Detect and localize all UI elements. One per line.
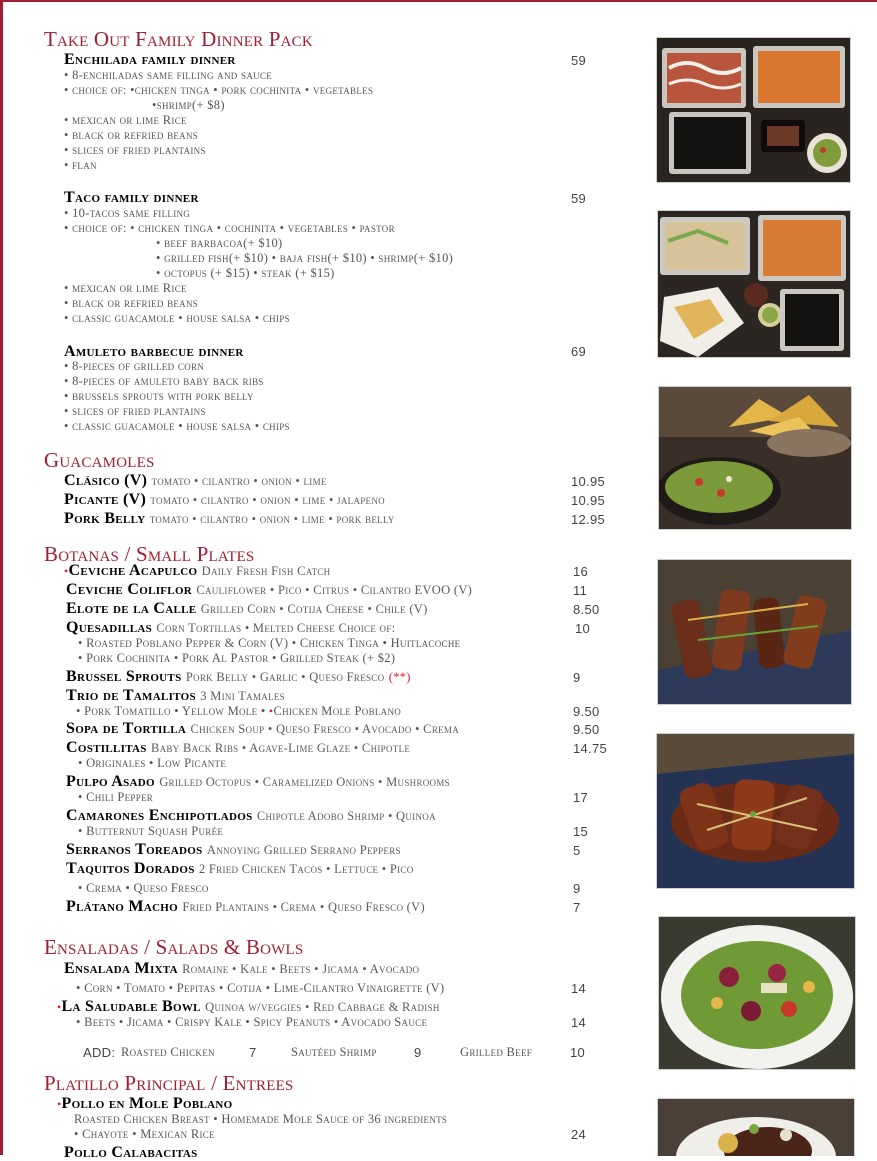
add-ons-label: ADD: (83, 1045, 116, 1060)
item-camarones (66, 807, 436, 825)
item-ensalada-mixta (64, 960, 419, 978)
add-on-name: Grilled Beef (460, 1045, 533, 1059)
item-desc: Grilled Octopus • Caramelized Onions • Mushrooms (159, 775, 450, 789)
item-elote (66, 600, 428, 618)
detail-line: • 8-enchiladas same filling and sauce (64, 68, 273, 82)
item-name: Serranos Toreados (66, 841, 203, 858)
item-desc: tomato • cilantro • onion • lime • pork belly (149, 512, 395, 526)
price-quesadillas: 10 (575, 621, 591, 636)
item-name: Costillitas (66, 739, 147, 756)
detail-line: • octopus (+ $15) • steak (+ $15) (156, 266, 335, 280)
item-name: Trio de Tamalitos (66, 687, 196, 704)
item-desc: tomato • cilantro • onion • lime (151, 474, 327, 488)
item-pulpo-asado (66, 773, 450, 791)
detail-line: • choice of: •chicken tinga • pork cochinita • vegetables (64, 83, 374, 97)
item-name: Elote de la Calle (66, 600, 197, 617)
food-illustration (659, 917, 855, 1069)
item-desc: Fried Plantains • Crema • Queso Fresco (V) (182, 900, 425, 914)
item-name: Picante (V) (64, 491, 147, 508)
detail-line: • Corn • Tomato • Pepitas • Cotija • Lime-Cilantro Vinaigrette (V) (76, 981, 445, 995)
price-elote: 8.50 (573, 602, 600, 617)
item-desc: Pork Belly • Garlic • Queso Fresco (185, 670, 385, 684)
salad-photo (658, 916, 856, 1070)
detail-line: • Crema • Queso Fresco (78, 881, 209, 895)
item-tamalitos (66, 687, 285, 705)
section-title-entrees: Platillo Principal / Entrees (44, 1071, 294, 1095)
food-illustration (659, 387, 851, 529)
add-on-name: Roasted Chicken (121, 1045, 215, 1059)
item-name: Ceviche Coliflor (66, 581, 193, 598)
item-name: Ceviche Acapulco (68, 562, 198, 579)
taco-family-photo (657, 210, 851, 358)
add-on-price: 9 (414, 1045, 422, 1060)
add-on-price: 10 (570, 1045, 586, 1060)
item-name: Sopa de Tortilla (66, 720, 187, 737)
item-name: La Saludable Bowl (61, 998, 201, 1015)
item-ceviche-acapulco (64, 562, 331, 580)
item-desc: Quinoa w/veggies • Red Cabbage & Radish (205, 1000, 440, 1014)
item-name: Pulpo Asado (66, 773, 155, 790)
item-desc: Romaine • Kale • Beets • Jicama • Avocado (182, 962, 420, 976)
detail-line: • mexican or lime Rice (64, 113, 187, 127)
food-illustration (658, 1099, 854, 1156)
detail-line: Roasted Chicken Breast • Homemade Mole Sauce of 36 ingredients (74, 1112, 448, 1126)
detail-line: • 8-pieces of amuleto baby back ribs (64, 374, 264, 388)
food-illustration (658, 211, 850, 357)
detail-line: • mexican or lime Rice (64, 281, 187, 295)
section-title-guacamoles: Guacamoles (44, 448, 155, 472)
item-name: Pork Belly (64, 510, 146, 527)
detail-line: • slices of fried plantains (64, 143, 206, 157)
item-guac-picante (64, 491, 385, 509)
add-on-name: Sautéed Shrimp (291, 1045, 377, 1059)
section-title-botanas: Botanas / Small Plates (44, 542, 255, 566)
price-saludable-bowl: 14 (571, 1015, 587, 1030)
item-quesadillas (66, 619, 395, 637)
section-title-family-pack: Take Out Family Dinner Pack (44, 27, 313, 51)
price-tamalitos: 9.50 (573, 704, 600, 719)
item-name: Clásico (V) (64, 472, 148, 489)
detail-line: • 10-tacos same filling (64, 206, 191, 220)
item-platano-macho (66, 898, 425, 916)
detail-line (76, 704, 401, 718)
item-pollo-mole (57, 1095, 232, 1113)
item-saludable-bowl (57, 998, 440, 1016)
price-brussel-sprouts: 9 (573, 670, 581, 685)
detail-line: • classic guacamole • house salsa • chips (64, 419, 290, 433)
price-ensalada-mixta: 14 (571, 981, 587, 996)
detail-line: • Chili Pepper (78, 790, 154, 804)
item-name: Camarones Enchipotlados (66, 807, 253, 824)
item-name: Brussel Sprouts (66, 668, 182, 685)
price-taquitos: 9 (573, 881, 581, 896)
detail-line: • black or refried beans (64, 128, 199, 142)
item-desc: Chipotle Adobo Shrimp • Quinoa (256, 809, 436, 823)
price-camarones: 15 (573, 824, 589, 839)
detail-line: • brussels sprouts with pork belly (64, 389, 254, 403)
item-desc: Baby Back Ribs • Agave-Lime Glaze • Chipotle (151, 741, 411, 755)
food-illustration (657, 734, 854, 888)
item-desc: Daily Fresh Fish Catch (201, 564, 331, 578)
item-desc: 3 Mini Tamales (200, 689, 285, 703)
item-taco-family (64, 189, 199, 206)
item-pollo-calabacitas (64, 1144, 198, 1161)
guacamole-chips-photo (658, 386, 852, 530)
price-taco-family: 59 (571, 191, 587, 206)
detail-line: • slices of fried plantains (64, 404, 206, 418)
item-desc: Chicken Soup • Queso Fresco • Avocado • Crema (190, 722, 460, 736)
detail-text: Chicken Mole Poblano (273, 704, 402, 718)
detail-line: • Beets • Jicama • Crispy Kale • Spicy Peanuts • Avocado Sauce (76, 1015, 428, 1029)
spicy-stars: (**) (388, 670, 411, 684)
price-enchilada-family: 59 (571, 53, 587, 68)
detail-line: • choice of: • chicken tinga • cochinita • vegetables • pastor (64, 221, 395, 235)
item-ceviche-coliflor (66, 581, 472, 599)
detail-line: • Roasted Poblano Pepper & Corn (V) • Chicken Tinga • Huitlacoche (78, 636, 461, 650)
price-ceviche-acapulco: 16 (573, 564, 589, 579)
item-name: Plátano Macho (66, 898, 179, 915)
detail-text: • Pork Tomatillo • Yellow Mole • (76, 704, 269, 718)
item-sopa-tortilla (66, 720, 459, 738)
new-marker: • (64, 564, 69, 578)
detail-line: • Chayote • Mexican Rice (74, 1127, 215, 1141)
price-ceviche-coliflor: 11 (573, 583, 588, 598)
price-serranos: 5 (573, 843, 581, 858)
detail-line: • 8-pieces of grilled corn (64, 359, 205, 373)
item-guac-clasico (64, 472, 327, 490)
food-illustration (658, 560, 851, 704)
item-desc: tomato • cilantro • onion • lime • jalapeno (150, 493, 385, 507)
item-desc: Grilled Corn • Cotija Cheese • Chile (V) (200, 602, 428, 616)
item-desc: Cauliflower • Pico • Citrus • Cilantro EVOO (V) (196, 583, 473, 597)
glazed-ribs-photo (656, 733, 855, 889)
detail-line: • grilled fish(+ $10) • baja fish(+ $10) • shrimp(+ $10) (156, 251, 454, 265)
detail-line: • Butternut Squash Purée (78, 824, 224, 838)
item-name: Amuleto barbecue dinner (64, 343, 244, 360)
item-name: Quesadillas (66, 619, 153, 636)
food-illustration (657, 38, 850, 182)
detail-line: • beef barbacoa(+ $10) (156, 236, 283, 250)
item-taquitos (66, 860, 414, 878)
price-costillitas: 14.75 (573, 741, 608, 756)
price-guac-picante: 10.95 (571, 493, 606, 508)
price-platano-macho: 7 (573, 900, 581, 915)
item-name: Pollo Calabacitas (64, 1144, 198, 1161)
item-brussel-sprouts (66, 668, 411, 686)
detail-line: • flan (64, 158, 97, 172)
item-desc: Corn Tortillas • Melted Cheese Choice of: (156, 621, 396, 635)
new-marker: • (57, 1097, 62, 1111)
price-pollo-mole: 24 (571, 1127, 587, 1142)
detail-line: • classic guacamole • house salsa • chips (64, 311, 290, 325)
item-desc: 2 Fried Chicken Tacos • Lettuce • Pico (198, 862, 414, 876)
item-name: Taco family dinner (64, 189, 199, 206)
item-name: Enchilada family dinner (64, 51, 236, 68)
item-costillitas (66, 739, 410, 757)
price-bbq-dinner: 69 (571, 344, 587, 359)
detail-line: •shrimp(+ $8) (152, 98, 225, 112)
price-guac-pork-belly: 12.95 (571, 512, 606, 527)
item-bbq-dinner (64, 343, 244, 360)
new-marker: • (268, 704, 274, 718)
enchilada-family-photo (656, 37, 851, 183)
section-title-salads: Ensaladas / Salads & Bowls (44, 935, 304, 959)
item-name: Ensalada Mixta (64, 960, 178, 977)
add-on-price: 7 (249, 1045, 257, 1060)
mole-plate-photo (657, 1098, 855, 1156)
price-sopa-tortilla: 9.50 (573, 722, 600, 737)
item-enchilada-family (64, 51, 236, 68)
detail-line: • black or refried beans (64, 296, 199, 310)
item-desc: Annoying Grilled Serrano Peppers (206, 843, 401, 857)
price-guac-clasico: 10.95 (571, 474, 606, 489)
item-name: Taquitos Dorados (66, 860, 195, 877)
detail-line: • Pork Cochinita • Pork Al Pastor • Grilled Steak (+ $2) (78, 651, 396, 665)
new-marker: • (57, 1000, 62, 1014)
detail-line: • Originales • Low Picante (78, 756, 227, 770)
item-serranos (66, 841, 401, 859)
item-guac-pork-belly (64, 510, 395, 528)
price-pulpo-asado: 17 (573, 790, 589, 805)
ribs-photo (657, 559, 852, 705)
item-name: Pollo en Mole Poblano (61, 1095, 233, 1112)
